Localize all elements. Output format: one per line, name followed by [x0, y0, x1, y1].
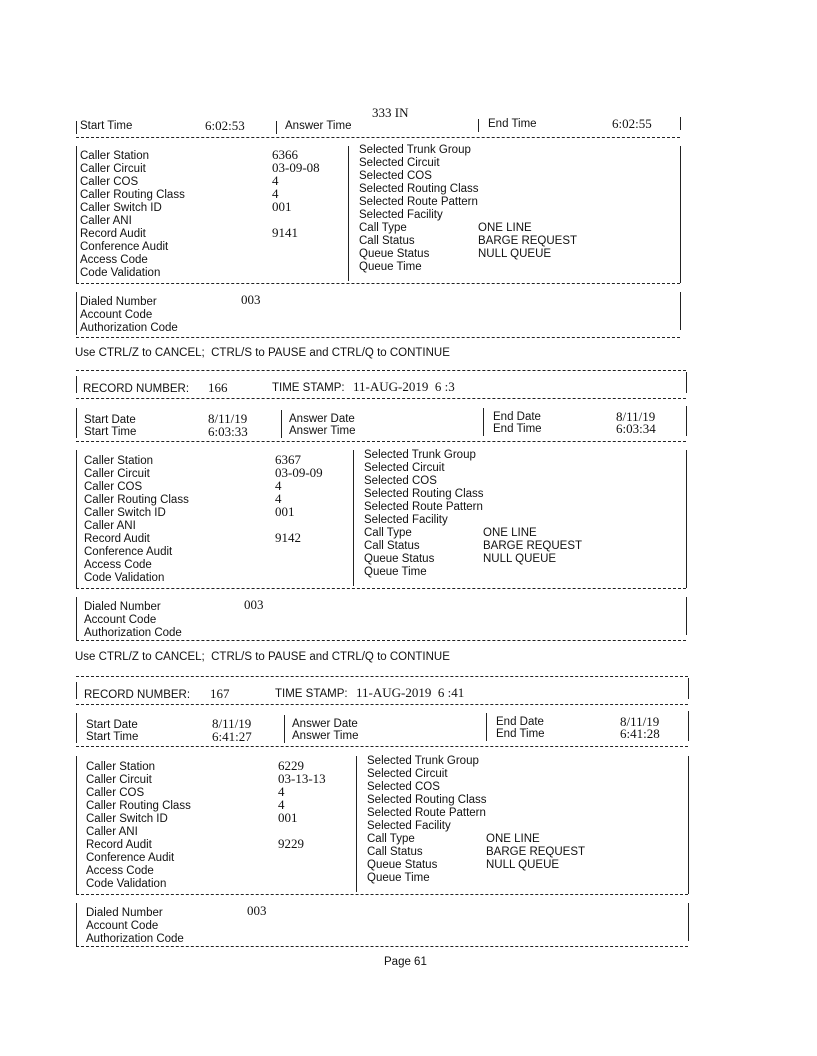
- caller-station-label: Caller Station: [80, 150, 150, 162]
- selected-facility-label: Selected Facility: [364, 514, 448, 526]
- selected-trunk-group-label: Selected Trunk Group: [367, 755, 479, 767]
- caller-switch-id-value: 001: [275, 504, 295, 519]
- answer-time-label: Answer Time: [292, 730, 359, 742]
- end-date-label: End Date: [493, 411, 541, 423]
- dialed-number-label: Dialed Number: [84, 601, 161, 613]
- record-audit-label: Record Audit: [86, 839, 152, 851]
- caller-cos-label: Caller COS: [80, 176, 139, 188]
- divider-line: [76, 370, 686, 371]
- call-status-label: Call Status: [367, 846, 423, 858]
- divider-line: [76, 676, 688, 677]
- border-right: [680, 117, 681, 130]
- authorization-code-label: Authorization Code: [84, 627, 182, 639]
- caller-routing-class-label: Caller Routing Class: [86, 800, 191, 812]
- record-audit-label: Record Audit: [84, 533, 150, 545]
- border-left: [76, 450, 77, 588]
- selected-circuit-label: Selected Circuit: [364, 462, 445, 474]
- account-code-label: Account Code: [80, 309, 153, 321]
- divider-line: [76, 640, 686, 641]
- page-number: Page 61: [384, 956, 427, 968]
- selected-routing-class-label: Selected Routing Class: [359, 183, 479, 195]
- queue-time-label: Queue Time: [364, 566, 427, 578]
- border-left: [76, 408, 77, 438]
- selected-cos-label: Selected COS: [367, 781, 440, 793]
- border-right: [688, 756, 689, 894]
- dialed-number-value: 003: [244, 597, 264, 612]
- call-type-value: ONE LINE: [483, 527, 537, 539]
- column-divider: [486, 713, 487, 741]
- selected-circuit-label: Selected Circuit: [367, 768, 448, 780]
- caller-routing-class-value: 4: [275, 491, 282, 506]
- selected-facility-label: Selected Facility: [359, 209, 443, 221]
- call-status-label: Call Status: [359, 235, 415, 247]
- border-right: [680, 292, 681, 330]
- queue-time-label: Queue Time: [359, 261, 422, 273]
- call-type-label: Call Type: [359, 222, 407, 234]
- time-stamp-label: TIME STAMP:: [275, 688, 348, 700]
- caller-cos-value: 4: [278, 784, 285, 799]
- selected-cos-label: Selected COS: [364, 475, 437, 487]
- selected-route-pattern-label: Selected Route Pattern: [364, 501, 483, 513]
- caller-station-value: 6367: [275, 452, 301, 467]
- caller-circuit-label: Caller Circuit: [86, 774, 152, 786]
- dialed-number-value: 003: [247, 903, 267, 918]
- record-number-value: 167: [210, 686, 230, 701]
- column-divider: [284, 715, 285, 743]
- end-date-value: 8/11/19: [616, 409, 656, 424]
- column-divider: [356, 756, 357, 892]
- divider-line: [76, 398, 686, 399]
- border-left: [76, 597, 77, 640]
- end-time-value: 6:41:28: [620, 726, 660, 741]
- end-time-label: End Time: [493, 423, 542, 435]
- border-left: [76, 756, 77, 894]
- access-code-label: Access Code: [86, 865, 154, 877]
- caller-circuit-value: 03-13-13: [278, 771, 326, 786]
- authorization-code-label: Authorization Code: [80, 322, 178, 334]
- call-status-label: Call Status: [364, 540, 420, 552]
- conference-audit-label: Conference Audit: [86, 852, 175, 864]
- conference-audit-label: Conference Audit: [80, 241, 169, 253]
- queue-status-label: Queue Status: [367, 859, 438, 871]
- conference-audit-label: Conference Audit: [84, 546, 173, 558]
- record-audit-value: 9229: [278, 836, 304, 851]
- selected-cos-label: Selected COS: [359, 170, 432, 182]
- dialed-number-label: Dialed Number: [86, 907, 163, 919]
- border-left: [76, 146, 77, 283]
- call-status-value: BARGE REQUEST: [478, 235, 578, 247]
- control-prompt: Use CTRL/Z to CANCEL; CTRL/S to PAUSE and CTRL/Q to CONTINUE: [75, 651, 450, 663]
- border-right: [688, 711, 689, 741]
- call-type-value: ONE LINE: [478, 222, 532, 234]
- start-date-value: 8/11/19: [212, 716, 252, 731]
- answer-time-label: Answer Time: [285, 120, 352, 132]
- border-right: [688, 678, 689, 699]
- queue-status-value: NULL QUEUE: [483, 553, 557, 565]
- record-audit-label: Record Audit: [80, 228, 146, 240]
- divider-line: [76, 137, 680, 138]
- caller-circuit-label: Caller Circuit: [80, 163, 146, 175]
- column-divider: [478, 119, 479, 132]
- selected-route-pattern-label: Selected Route Pattern: [359, 196, 478, 208]
- column-divider: [353, 450, 354, 586]
- divider-line: [76, 704, 688, 705]
- column-divider: [276, 121, 277, 134]
- answer-time-label: Answer Time: [289, 425, 356, 437]
- column-divider: [348, 146, 349, 281]
- caller-station-value: 6229: [278, 758, 304, 773]
- code-validation-label: Code Validation: [80, 267, 161, 279]
- column-divider: [281, 410, 282, 438]
- start-time-label: Start Time: [84, 426, 137, 438]
- start-date-value: 8/11/19: [208, 411, 248, 426]
- caller-switch-id-label: Caller Switch ID: [86, 813, 168, 825]
- queue-status-label: Queue Status: [359, 248, 430, 260]
- caller-ani-label: Caller ANI: [86, 826, 138, 838]
- record-number-label: RECORD NUMBER:: [83, 383, 190, 395]
- start-time-value: 6:03:33: [208, 424, 248, 439]
- caller-routing-class-label: Caller Routing Class: [84, 494, 189, 506]
- access-code-label: Access Code: [80, 254, 148, 266]
- caller-circuit-value: 03-09-09: [275, 465, 323, 480]
- code-validation-label: Code Validation: [84, 572, 165, 584]
- start-time-label: Start Time: [86, 731, 139, 743]
- queue-status-value: NULL QUEUE: [486, 859, 560, 871]
- call-status-value: BARGE REQUEST: [483, 540, 583, 552]
- caller-circuit-label: Caller Circuit: [84, 468, 150, 480]
- caller-cos-label: Caller COS: [86, 787, 145, 799]
- start-time-label: Start Time: [80, 120, 133, 132]
- border-left: [76, 713, 77, 743]
- border-right: [686, 372, 687, 393]
- border-left: [76, 682, 77, 699]
- divider-line: [76, 283, 680, 284]
- border-left: [76, 903, 77, 946]
- answer-date-label: Answer Date: [292, 718, 358, 730]
- record-number-label: RECORD NUMBER:: [84, 689, 191, 701]
- caller-ani-label: Caller ANI: [80, 215, 132, 227]
- end-date-value: 8/11/19: [620, 714, 660, 729]
- selected-facility-label: Selected Facility: [367, 820, 451, 832]
- selected-routing-class-label: Selected Routing Class: [364, 488, 484, 500]
- end-time-value: 6:03:34: [616, 421, 656, 436]
- divider-line: [76, 746, 688, 747]
- call-type-value: ONE LINE: [486, 833, 540, 845]
- caller-station-value: 6366: [272, 147, 298, 162]
- selected-routing-class-label: Selected Routing Class: [367, 794, 487, 806]
- record-number-value: 166: [208, 380, 228, 395]
- code-validation-label: Code Validation: [86, 878, 167, 890]
- border-right: [686, 406, 687, 436]
- time-stamp-label: TIME STAMP:: [272, 382, 345, 394]
- time-stamp-value: 11-AUG-2019 6 :3: [353, 379, 455, 394]
- start-time-value: 6:02:53: [205, 118, 245, 133]
- record-header-text: 333 IN: [372, 105, 409, 120]
- queue-status-value: NULL QUEUE: [478, 248, 552, 260]
- access-code-label: Access Code: [84, 559, 152, 571]
- caller-switch-id-value: 001: [272, 199, 292, 214]
- border-right: [688, 903, 689, 941]
- answer-date-label: Answer Date: [289, 413, 355, 425]
- caller-cos-value: 4: [275, 478, 282, 493]
- start-date-label: Start Date: [84, 414, 136, 426]
- end-date-label: End Date: [496, 716, 544, 728]
- start-time-value: 6:41:27: [212, 729, 252, 744]
- caller-switch-id-label: Caller Switch ID: [80, 202, 162, 214]
- column-divider: [483, 408, 484, 436]
- call-status-value: BARGE REQUEST: [486, 846, 586, 858]
- selected-trunk-group-label: Selected Trunk Group: [364, 449, 476, 461]
- record-audit-value: 9142: [275, 530, 301, 545]
- border-left: [76, 292, 77, 335]
- border-right: [686, 597, 687, 635]
- caller-switch-id-label: Caller Switch ID: [84, 507, 166, 519]
- authorization-code-label: Authorization Code: [86, 933, 184, 945]
- caller-routing-class-value: 4: [278, 797, 285, 812]
- record-audit-value: 9141: [272, 225, 298, 240]
- start-date-label: Start Date: [86, 719, 138, 731]
- border-left: [76, 376, 77, 393]
- dialed-number-value: 003: [241, 292, 261, 307]
- divider-line: [76, 441, 686, 442]
- border-left: [76, 121, 77, 134]
- dialed-number-label: Dialed Number: [80, 296, 157, 308]
- caller-cos-value: 4: [272, 173, 279, 188]
- call-type-label: Call Type: [367, 833, 415, 845]
- selected-route-pattern-label: Selected Route Pattern: [367, 807, 486, 819]
- divider-line: [76, 337, 680, 338]
- account-code-label: Account Code: [84, 614, 157, 626]
- border-right: [686, 450, 687, 588]
- divider-line: [76, 588, 686, 589]
- caller-station-label: Caller Station: [84, 455, 154, 467]
- call-type-label: Call Type: [364, 527, 412, 539]
- caller-cos-label: Caller COS: [84, 481, 143, 493]
- end-time-label: End Time: [496, 728, 545, 740]
- control-prompt: Use CTRL/Z to CANCEL; CTRL/S to PAUSE and CTRL/Q to CONTINUE: [75, 347, 450, 359]
- caller-circuit-value: 03-09-08: [272, 160, 320, 175]
- caller-routing-class-label: Caller Routing Class: [80, 189, 185, 201]
- divider-line: [76, 946, 688, 947]
- end-time-label: End Time: [488, 118, 537, 130]
- time-stamp-value: 11-AUG-2019 6 :41: [356, 685, 465, 700]
- end-time-value: 6:02:55: [612, 116, 652, 131]
- queue-time-label: Queue Time: [367, 872, 430, 884]
- account-code-label: Account Code: [86, 920, 159, 932]
- divider-line: [76, 894, 688, 895]
- selected-circuit-label: Selected Circuit: [359, 157, 440, 169]
- caller-routing-class-value: 4: [272, 186, 279, 201]
- border-right: [680, 146, 681, 283]
- caller-station-label: Caller Station: [86, 761, 156, 773]
- caller-switch-id-value: 001: [278, 810, 298, 825]
- selected-trunk-group-label: Selected Trunk Group: [359, 144, 471, 156]
- queue-status-label: Queue Status: [364, 553, 435, 565]
- caller-ani-label: Caller ANI: [84, 520, 136, 532]
